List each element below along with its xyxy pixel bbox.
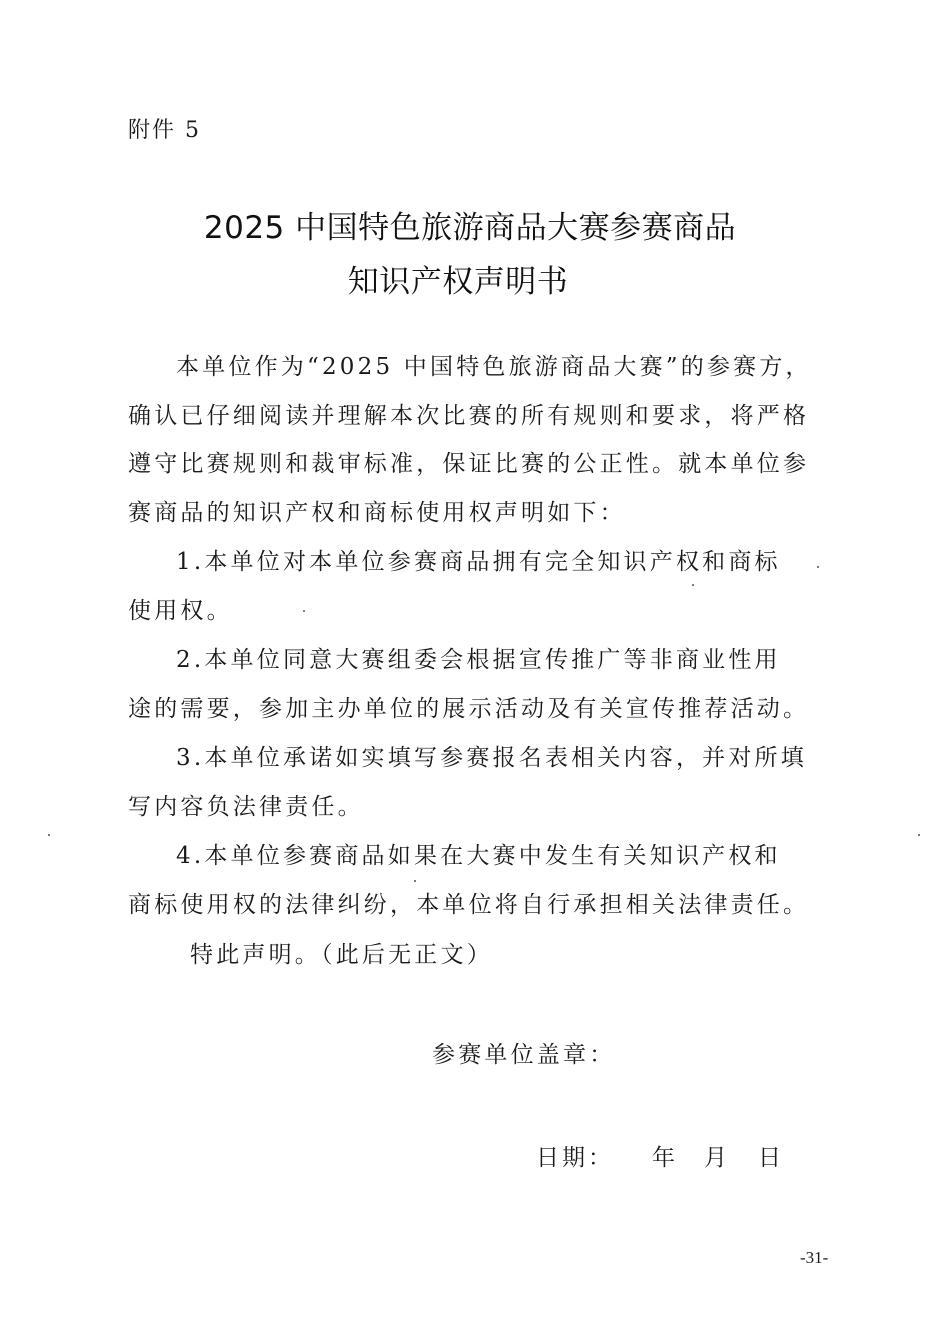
date-label: 日期： [536,1145,614,1171]
clause-4-line-1: 4.本单位参赛商品如果在大赛中发生有关知识产权和 [176,843,781,869]
document-title-line-1: 2025 中国特色旅游商品大赛参赛商品 [203,210,737,246]
date-line [536,1143,784,1173]
clause-3-line-2: 写内容负法律责任。 [128,794,364,820]
scan-speck [414,880,416,882]
intro-paragraph-line-1: 本单位作为“2025 中国特色旅游商品大赛”的参赛方， [176,354,812,380]
scan-speck [48,834,50,836]
intro-paragraph-line-2: 确认已仔细阅读并理解本次比赛的所有规则和要求，将严格 [128,403,810,429]
date-month: 月 [704,1145,730,1171]
date-day: 日 [758,1145,784,1171]
scan-speck [918,834,920,836]
scan-speck [303,610,305,612]
scan-speck [817,566,819,568]
clause-1-line-1: 1.本单位对本单位参赛商品拥有完全知识产权和商标 [176,549,781,575]
closing-statement: 特此声明。（此后无正文） [190,942,493,968]
clause-4-line-2: 商标使用权的法律纠纷，本单位将自行承担相关法律责任。 [128,892,810,918]
page-number: -31- [800,1248,829,1267]
clause-3-line-1: 3.本单位承诺如实填写参赛报名表相关内容，并对所填 [176,745,807,771]
clause-2-line-2: 途的需要，参加主办单位的展示活动及有关宣传推荐活动。 [128,696,810,722]
attachment-label: 附件 5 [128,118,201,143]
clause-1-line-2: 使用权。 [128,598,233,624]
signature-stamp-label: 参赛单位盖章： [432,1042,616,1068]
clause-2-line-1: 2.本单位同意大赛组委会根据宣传推广等非商业性用 [176,647,781,673]
date-year: 年 [652,1145,678,1171]
intro-paragraph-line-4: 赛商品的知识产权和商标使用权声明如下： [128,500,626,526]
intro-paragraph-line-3: 遵守比赛规则和裁审标准，保证比赛的公正性。就本单位参 [128,451,810,477]
scan-speck [692,584,694,586]
document-title-line-2: 知识产权声明书 [347,264,569,300]
